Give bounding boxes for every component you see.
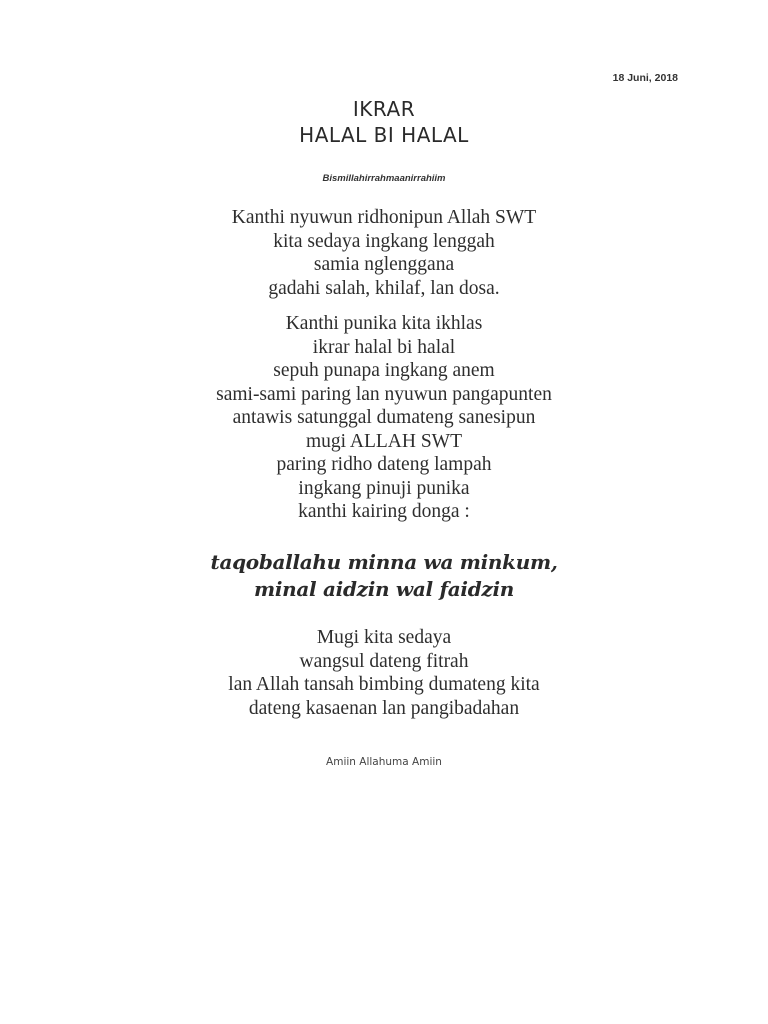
prayer-verse <box>0 549 768 603</box>
bismillah-heading: Bismillahirrahmaanirrahiim <box>322 173 446 184</box>
verse-line: wangsul dateng fitrah <box>299 650 469 672</box>
verse-line: ingkang pinuji punika <box>298 477 470 499</box>
verse-line: ikrar halal bi halal <box>312 336 456 358</box>
verse-line: Kanthi nyuwun ridhonipun Allah SWT <box>231 207 537 228</box>
prayer-line-2: minal aidzin wal faidzin <box>254 577 514 601</box>
stanza-3 <box>0 626 768 720</box>
verse-line: kanthi kairing donga : <box>298 501 470 522</box>
stanza-1 <box>0 206 768 300</box>
verse-line: sami-sami paring lan nyuwun pangapunten <box>216 383 552 405</box>
verse-line: antawis satunggal dumateng sanesipun <box>232 407 536 428</box>
verse-line: dateng kasaenan lan pangibadahan <box>248 697 520 719</box>
verse-line: Kanthi punika kita ikhlas <box>285 313 483 334</box>
title-line-2: HALAL BI HALAL <box>299 123 469 147</box>
verse-line: sepuh punapa ingkang anem <box>273 360 495 381</box>
verse-line: Mugi kita sedaya <box>316 627 452 648</box>
verse-line: mugi ALLAH SWT <box>306 430 462 452</box>
verse-line: lan Allah tansah bimbing dumateng kita <box>228 674 540 695</box>
prayer-line-1: taqoballahu minna wa minkum, <box>210 550 558 574</box>
stanza-2 <box>0 312 768 524</box>
title-line-1: IKRAR <box>352 97 416 121</box>
closing-amiin: Amiin Allahuma Amiin <box>326 756 442 768</box>
document-date: 18 Juni, 2018 <box>612 72 678 84</box>
verse-line: paring ridho dateng lampah <box>276 454 492 475</box>
verse-line: samia nglenggana <box>313 254 455 275</box>
verse-line: gadahi salah, khilaf, lan dosa. <box>268 277 500 299</box>
verse-line: kita sedaya ingkang lenggah <box>273 230 495 252</box>
